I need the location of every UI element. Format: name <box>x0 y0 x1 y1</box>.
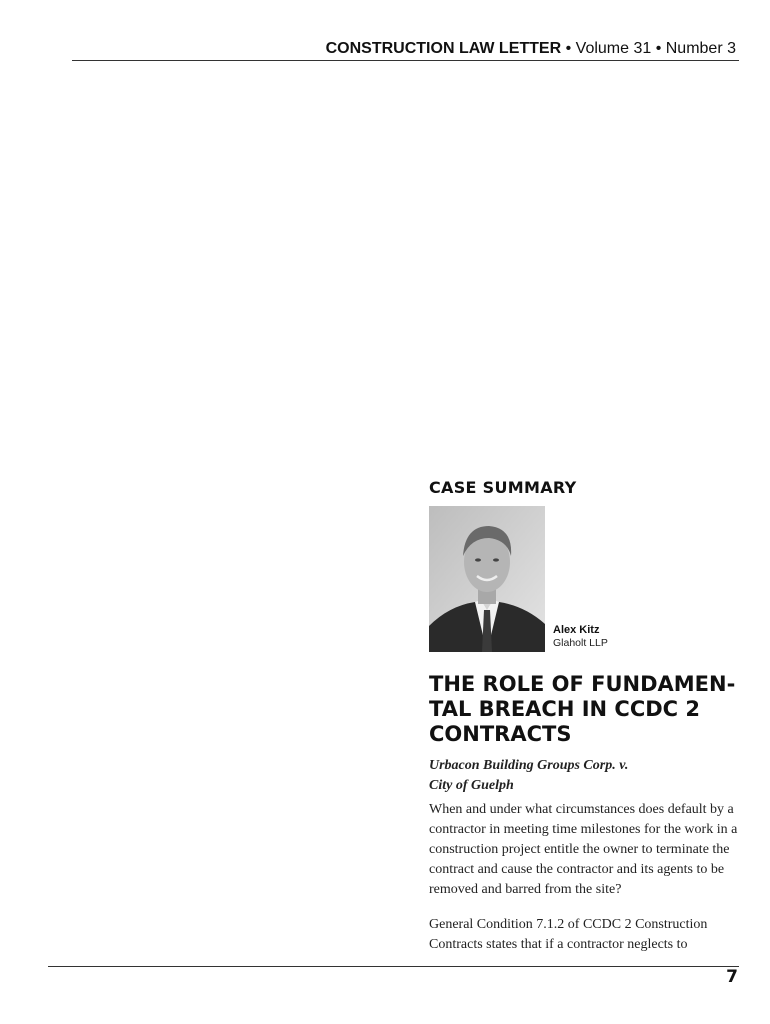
header-rule <box>72 60 739 61</box>
headline-line: TAL BREACH IN CCDC 2 <box>429 697 701 721</box>
publication-title: CONSTRUCTION LAW LETTER <box>325 40 562 57</box>
body-paragraph: When and under what circumstances does default by a contractor in meeting time milestones for the work in a construction project entitle the owner to terminate the contract and cause the contractor and its agents to be removed and barred from the site? <box>429 802 738 897</box>
issue-info: • Volume 31 • Number 3 <box>561 40 736 57</box>
case-citation <box>429 756 729 796</box>
footer-rule <box>48 966 739 967</box>
section-label: CASE SUMMARY <box>429 478 577 497</box>
page-number: 7 <box>726 967 738 987</box>
case-name-line: Urbacon Building Groups Corp. v. <box>429 758 629 773</box>
author-firm: Glaholt LLP <box>553 637 608 649</box>
running-header <box>0 40 736 58</box>
headline-line: CONTRACTS <box>429 722 572 746</box>
author-photo <box>429 506 545 652</box>
article-headline <box>429 672 739 747</box>
body-paragraph: General Condition 7.1.2 of CCDC 2 Construction Contracts states that if a contractor neglects to <box>429 917 708 952</box>
author-name: Alex Kitz <box>553 624 600 636</box>
headline-line: THE ROLE OF FUNDAMEN- <box>429 672 736 696</box>
author-portrait-image <box>429 506 545 652</box>
case-name-line: City of Guelph <box>429 778 514 793</box>
author-byline <box>553 624 608 650</box>
